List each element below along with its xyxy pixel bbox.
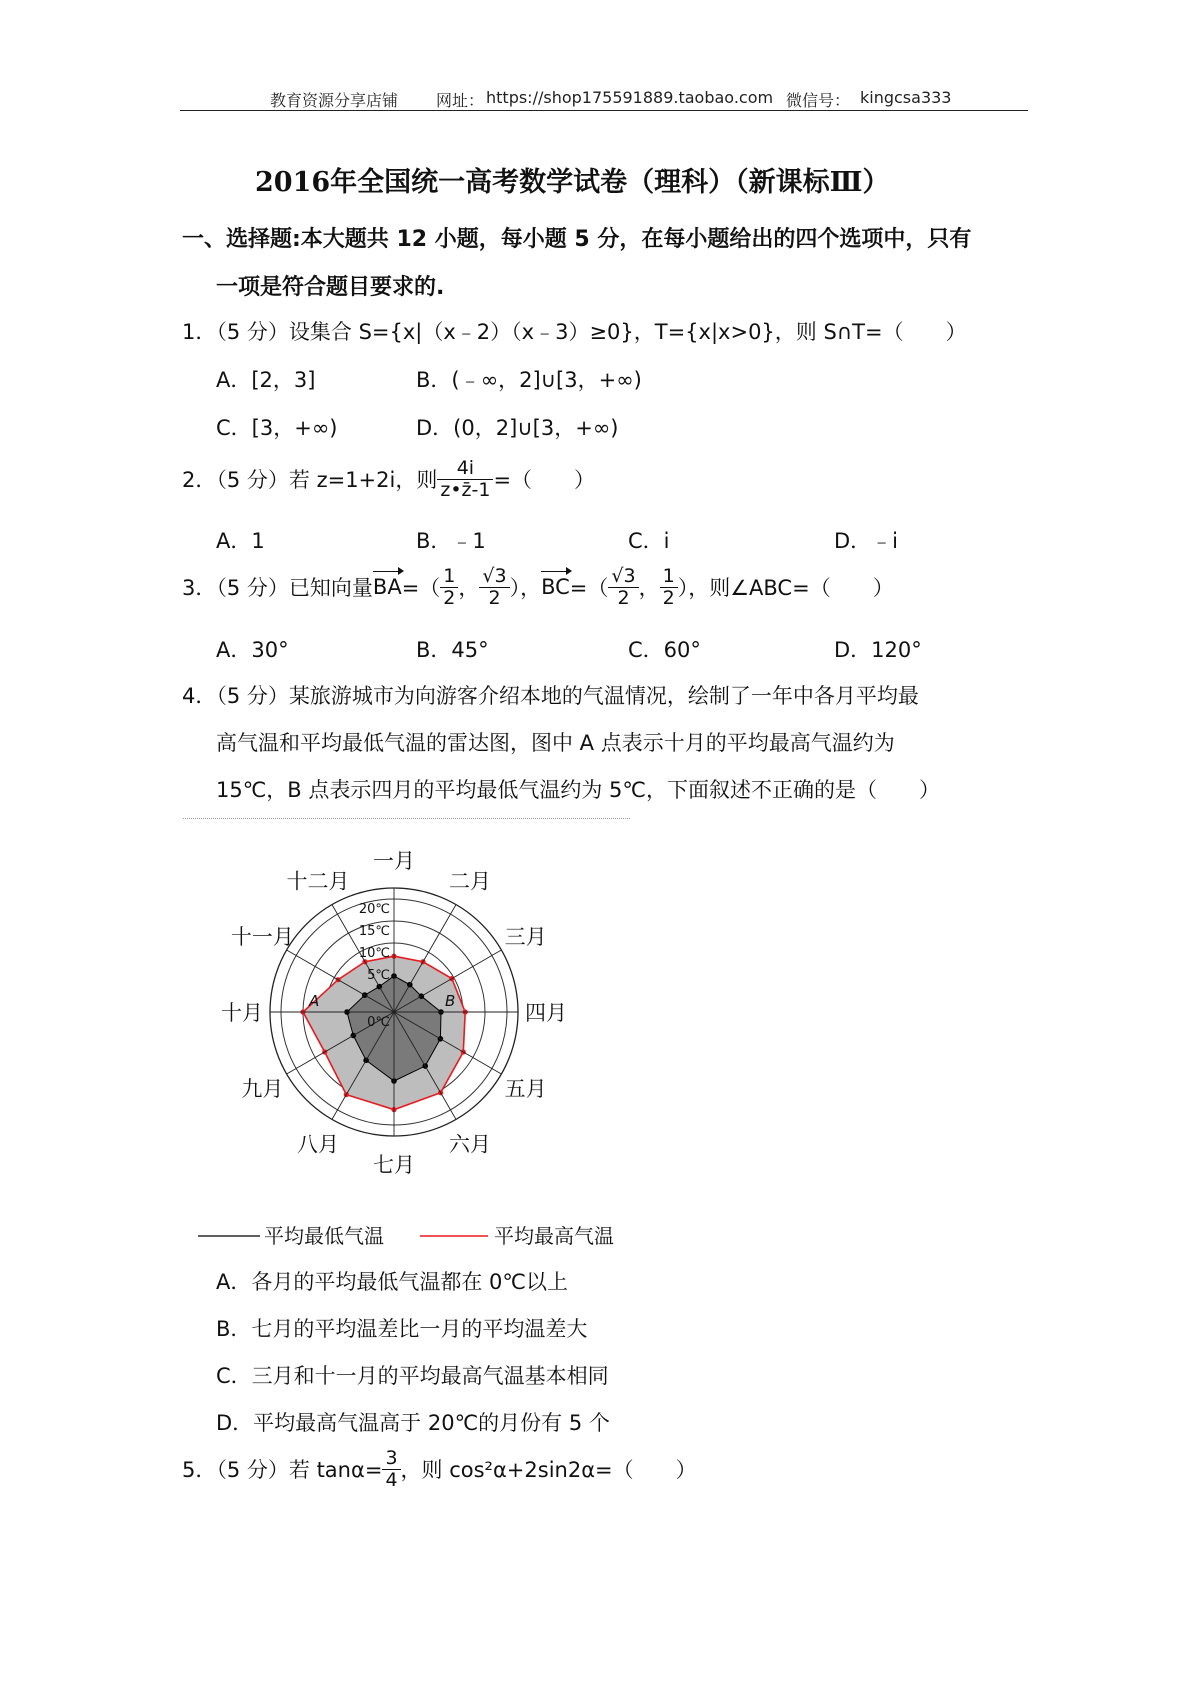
q3-frac-1 xyxy=(440,566,458,609)
q4-stem-line1: 4．（5 分）某旅游城市为向游客介绍本地的气温情况，绘制了一年中各月平均最 xyxy=(182,684,919,708)
header-url-label: 网址： xyxy=(436,91,485,110)
q1-option-a: A．[2，3] xyxy=(216,368,316,392)
radar-month-label: 七月 xyxy=(373,1153,415,1177)
chart-legend xyxy=(190,1222,640,1252)
q5-fraction xyxy=(382,1448,400,1491)
q2-option-c: C．i xyxy=(628,529,670,553)
section-heading-line2: 一项是符合题目要求的. xyxy=(216,275,445,300)
radar-month-label: 九月 xyxy=(241,1077,284,1101)
radar-spokes xyxy=(270,888,518,1136)
figure-top-divider xyxy=(183,818,630,819)
q3-option-a: A．30° xyxy=(216,638,289,662)
q2-stem xyxy=(182,458,595,501)
q5-fraction-num: 3 xyxy=(382,1448,400,1470)
q4-option-d: D．平均最高气温高于 20℃的月份有 5 个 xyxy=(216,1411,610,1435)
radar-month-label: 八月 xyxy=(297,1132,339,1157)
q2-option-d: D．﹣i xyxy=(834,529,899,553)
q1-option-b: B．(﹣∞，2]∪[3，+∞) xyxy=(416,368,642,392)
q3-stem xyxy=(182,566,894,609)
radar-ring-label: 0℃ xyxy=(367,1015,390,1030)
q4-option-c: C．三月和十一月的平均最高气温基本相同 xyxy=(216,1364,609,1388)
radar-month-label: 十一月 xyxy=(230,925,294,949)
q2-fraction xyxy=(437,458,493,501)
header-shop: 教育资源分享店铺 xyxy=(270,91,399,110)
header-wechat-id: kingcsa333 xyxy=(860,88,952,107)
q3-frac-1-num: 1 xyxy=(440,566,458,588)
q3-vector-bc: BC xyxy=(541,575,570,600)
radar-annotation-b: B xyxy=(445,992,456,1010)
q3-frac-4 xyxy=(660,566,678,609)
radar-month-label: 六月 xyxy=(449,1132,491,1157)
q3-frac-2-den: 2 xyxy=(488,586,501,609)
q2-fraction-den: z•z̄-1 xyxy=(440,478,491,501)
q2-fraction-num: 4i xyxy=(437,458,493,480)
radar-annotation-a: A xyxy=(309,992,320,1010)
q3-comma-1: ， xyxy=(458,576,480,601)
q3-option-c: C．60° xyxy=(628,638,701,662)
header-divider xyxy=(180,110,1028,111)
q3-eq1: =（ xyxy=(401,576,441,601)
radar-ring-label: 10℃ xyxy=(358,946,390,961)
q5-stem xyxy=(182,1448,697,1491)
page-title: 2016年全国统一高考数学试卷（理科）（新课标Ⅲ） xyxy=(255,167,890,198)
radar-month-label: 三月 xyxy=(504,925,547,949)
legend-low-label: 平均最低气温 xyxy=(264,1224,384,1248)
radar-month-label: 二月 xyxy=(449,869,491,894)
radar-ring-label: 5℃ xyxy=(367,968,390,983)
q5-prefix: 5．（5 分）若 tanα= xyxy=(182,1458,383,1483)
radar-month-label: 一月 xyxy=(373,849,415,873)
q2-option-b: B．﹣1 xyxy=(416,529,486,553)
q3-mid: ）， xyxy=(509,576,542,601)
q3-frac-2-num: √3 xyxy=(479,566,509,588)
q4-option-a: A．各月的平均最低气温都在 0℃以上 xyxy=(216,1270,568,1294)
q3-option-b: B．45° xyxy=(416,638,489,662)
q2-suffix: =（ ） xyxy=(493,468,596,493)
header-wechat-label: 微信号： xyxy=(786,91,851,110)
q1-option-c: C．[3，+∞) xyxy=(216,416,338,440)
q5-fraction-den: 4 xyxy=(385,1468,398,1491)
q3-frac-4-den: 2 xyxy=(662,586,675,609)
legend-high-label: 平均最高气温 xyxy=(494,1224,614,1248)
q3-suffix: ），则∠ABC=（ ） xyxy=(677,576,894,601)
q3-frac-3-num: √3 xyxy=(608,566,638,588)
radar-month-label: 五月 xyxy=(504,1077,547,1101)
radar-ring-label: 15℃ xyxy=(358,924,390,939)
header-url-link[interactable]: https://shop175591889.taobao.com xyxy=(486,88,774,107)
q1-stem: 1．（5 分）设集合 S={x|（x﹣2）（x﹣3）≥0}，T={x|x>0}，则 S∩T=（ ） xyxy=(182,320,967,344)
q3-frac-2 xyxy=(479,566,509,609)
radar-month-label: 十月 xyxy=(221,1001,263,1025)
q1-option-d: D．(0，2]∪[3，+∞) xyxy=(416,416,619,440)
q4-stem-line3: 15℃，B 点表示四月的平均最低气温约为 5℃，下面叙述不正确的是（ ） xyxy=(216,778,941,802)
q2-prefix: 2．（5 分）若 z=1+2i，则 xyxy=(182,468,438,493)
q3-frac-4-num: 1 xyxy=(660,566,678,588)
radar-chart xyxy=(170,820,640,1260)
section-heading-line1: 一、选择题:本大题共 12 小题，每小题 5 分，在每小题给出的四个选项中，只有 xyxy=(182,227,972,252)
q3-vector-ba: BA xyxy=(372,575,402,600)
q3-frac-3 xyxy=(608,566,638,609)
q5-suffix: ，则 cos²α+2sin2α=（ ） xyxy=(400,1458,697,1483)
q3-option-d: D．120° xyxy=(834,638,922,662)
q4-stem-line2: 高气温和平均最低气温的雷达图，图中 A 点表示十月的平均最高气温约为 xyxy=(216,731,895,755)
radar-ring-label: 20℃ xyxy=(358,902,390,917)
q3-comma-2: ， xyxy=(638,576,660,601)
radar-month-label: 四月 xyxy=(525,1001,567,1025)
q3-eq2: =（ xyxy=(569,576,609,601)
radar-month-label: 十二月 xyxy=(286,869,350,894)
q2-option-a: A．1 xyxy=(216,529,265,553)
q3-frac-3-den: 2 xyxy=(617,586,630,609)
q3-prefix: 3．（5 分）已知向量 xyxy=(182,576,373,601)
q4-option-b: B．七月的平均温差比一月的平均温差大 xyxy=(216,1317,588,1341)
q3-frac-1-den: 2 xyxy=(443,586,456,609)
